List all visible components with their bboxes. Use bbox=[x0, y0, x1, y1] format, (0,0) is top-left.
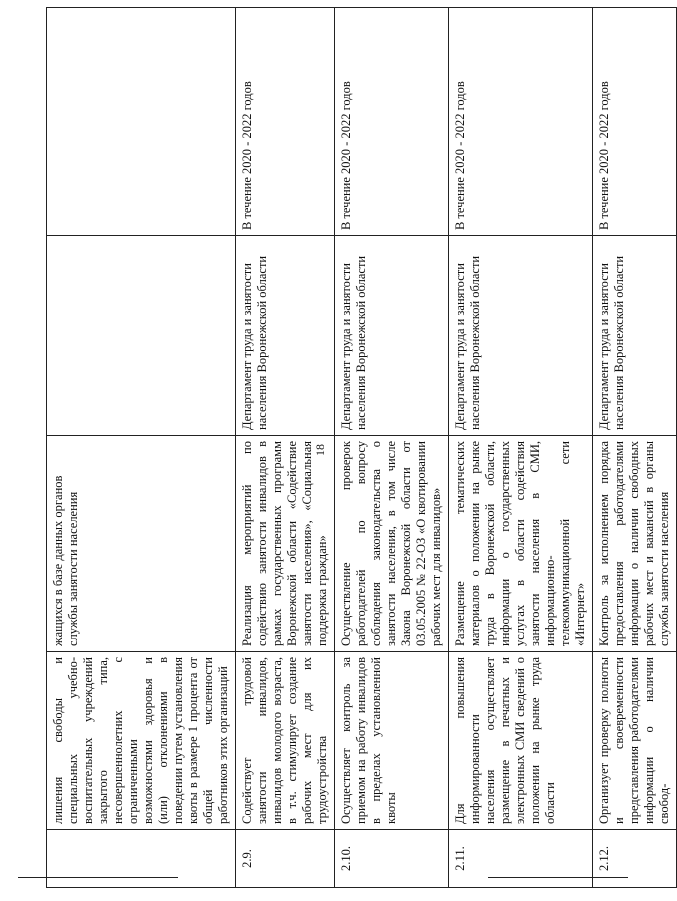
measures-table bbox=[46, 7, 677, 888]
row-number: 2.12. bbox=[593, 830, 677, 888]
measure-cell: Для повышения информированности населения осуществляет размещение в печатных и электронных СМИ сведений о положении на рынке труда области bbox=[449, 652, 593, 830]
measure-cell: лишения свободы и специальных учебно-воспитательных учреждений закрытого типа, несовершеннолетних с ограниченными возможностями здоровья и (или) отклонениями в поведении путем установления квоты в размере 1 процента от общей численности работников этих организаций bbox=[47, 652, 236, 830]
row-number bbox=[47, 830, 236, 888]
mechanism-cell: Размещение тематических материалов о положении на рынке труда в Воронежской области, информации о государственных услугах в области содействия занятости населения в СМИ, информационно-телекоммуникационной сети «Интернет» bbox=[449, 436, 593, 652]
measure-cell: Содействует трудовой занятости инвалидов, инвалидов молодого возраста, в т.ч. стимулирует создание рабочих мест для их трудоустройства bbox=[236, 652, 335, 830]
table-row bbox=[449, 8, 593, 888]
mechanism-cell: Осуществление проверок работодателей по вопросу соблюдения законодательства о занятости населения, в том числе Закона Воронежской области от 03.05.2005 № 22-ОЗ «О квотировании рабочих мест для инвалидов» bbox=[335, 436, 449, 652]
page-number: 18 bbox=[313, 444, 327, 456]
executor-cell: Департамент труда и занятости населения Воронежской области bbox=[593, 236, 677, 436]
mechanism-cell: Контроль за исполнением порядка предоставления работодателями информации о наличии свободных рабочих мест и вакансий в органы службы занятости населения bbox=[593, 436, 677, 652]
row-number: 2.10. bbox=[335, 830, 449, 888]
executor-cell: Департамент труда и занятости населения Воронежской области bbox=[449, 236, 593, 436]
row-number: 2.9. bbox=[236, 830, 335, 888]
mechanism-cell: Реализация мероприятий по содействию занятости инвалидов в рамках государственных программ Воронежской области «Содействие занятости населения», «Социальная поддержка граждан» bbox=[236, 436, 335, 652]
table-row bbox=[593, 8, 677, 888]
footer-rule-left bbox=[18, 877, 178, 878]
term-cell: В течение 2020 - 2022 годов bbox=[236, 8, 335, 236]
executor-cell: Департамент труда и занятости населения Воронежской области bbox=[236, 236, 335, 436]
table-row bbox=[47, 8, 236, 888]
term-cell: В течение 2020 - 2022 годов bbox=[593, 8, 677, 236]
mechanism-cell: жащихся в базе данных органов службы занятости населения bbox=[47, 436, 236, 652]
measure-cell: Организует проверку полноты и своевременности представления работодателями информации о наличии свобод- bbox=[593, 652, 677, 830]
term-cell bbox=[47, 8, 236, 236]
term-cell: В течение 2020 - 2022 годов bbox=[335, 8, 449, 236]
measure-cell: Осуществляет контроль за приемом на работу инвалидов в пределах установленной квоты bbox=[335, 652, 449, 830]
footer-rule-right bbox=[488, 877, 628, 878]
row-number: 2.11. bbox=[449, 830, 593, 888]
executor-cell bbox=[47, 236, 236, 436]
term-cell: В течение 2020 - 2022 годов bbox=[449, 8, 593, 236]
executor-cell: Департамент труда и занятости населения Воронежской области bbox=[335, 236, 449, 436]
rotated-page-content bbox=[46, 8, 671, 888]
table-row bbox=[236, 8, 335, 888]
table-row bbox=[335, 8, 449, 888]
